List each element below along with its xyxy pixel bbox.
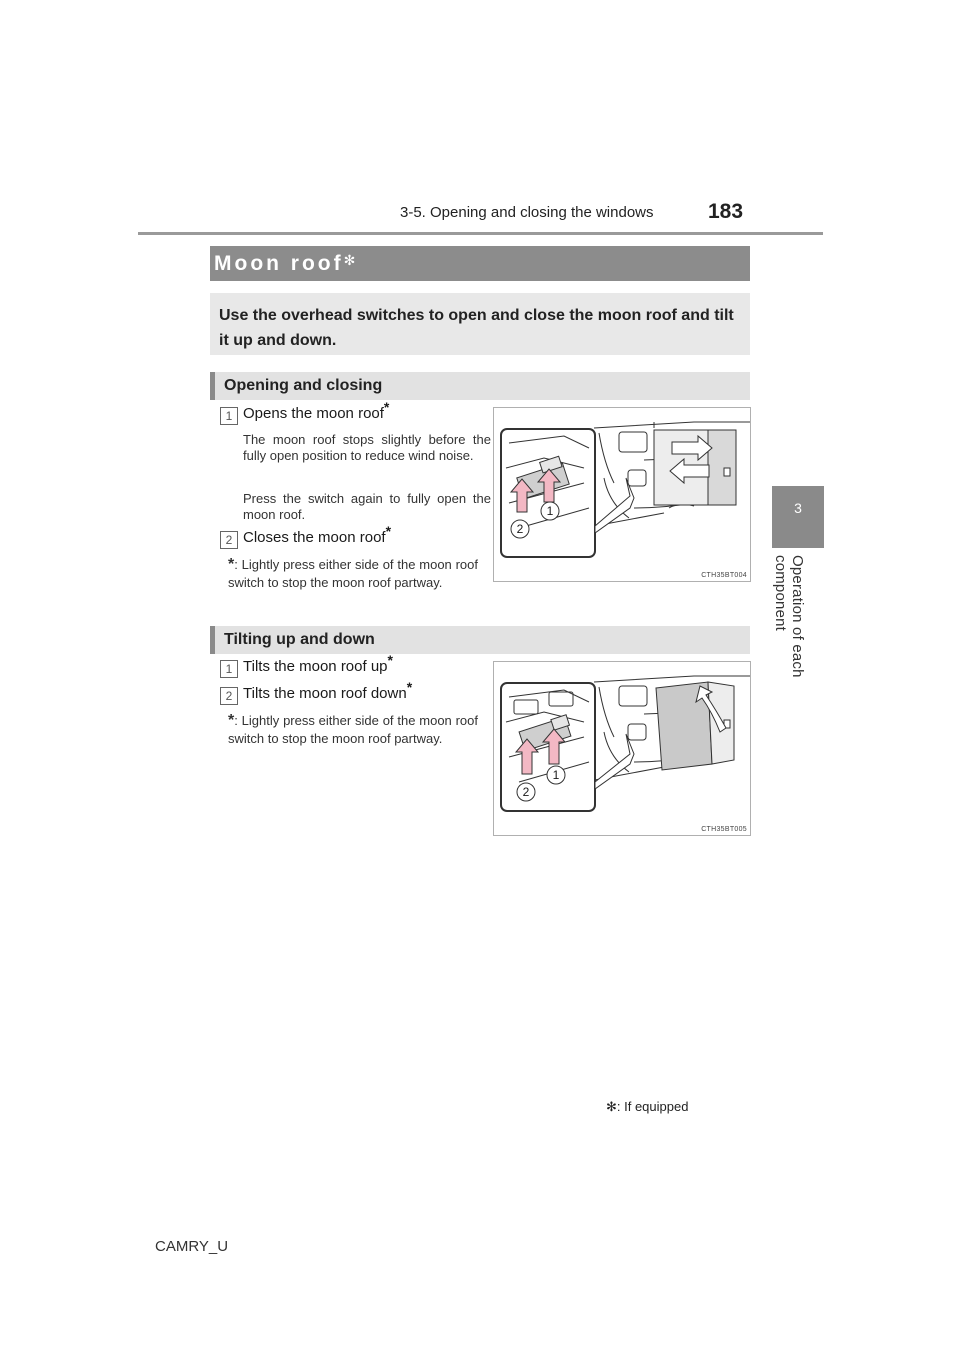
if-equipped-mark: ✻	[343, 252, 356, 268]
figure-callout-2: 2	[516, 522, 524, 536]
item-label: Closes the moon roof	[243, 529, 386, 546]
figure-callout-1: 1	[552, 768, 560, 782]
item-label: Tilts the moon roof down	[243, 685, 407, 702]
footnote-text: : Lightly press either side of the moon roof switch to stop the moon roof partway.	[228, 557, 478, 590]
figure-code: CTH35BT004	[701, 572, 747, 579]
page-title-text: Moon roof	[214, 252, 344, 275]
item-label: Tilts the moon roof up	[243, 658, 388, 675]
item-opens-moon-roof	[243, 399, 390, 422]
figure-tilting-drawing	[494, 662, 750, 835]
figure-opening-closing-drawing	[494, 408, 750, 581]
figure-opening-closing	[493, 407, 751, 582]
chapter-tab-label: Operation of each component	[772, 555, 806, 678]
item-number-badge: 2	[220, 531, 238, 549]
item-star: *	[383, 399, 390, 415]
figure-callout-1: 1	[546, 504, 554, 518]
item-number-badge: 1	[220, 660, 238, 678]
item-number-badge: 2	[220, 687, 238, 705]
footnote-star: *	[228, 556, 235, 573]
intro-text: Use the overhead switches to open and close the moon roof and tilt it up and down.	[219, 307, 734, 349]
item-number-badge: 1	[220, 407, 238, 425]
figure-tilting	[493, 661, 751, 836]
subheading-opening	[210, 372, 750, 400]
item-star: *	[387, 652, 393, 668]
item-tilts-down	[243, 679, 413, 702]
item-body-2: Press the switch again to fully open the moon roof.	[243, 491, 491, 522]
item-tilts-up	[243, 652, 393, 675]
footnote-partway	[228, 712, 478, 748]
page-title	[214, 252, 355, 276]
figure-callout-2: 2	[522, 785, 530, 799]
section-title: 3-5. Opening and closing the windows	[400, 204, 654, 221]
header-rule	[138, 232, 823, 235]
subheading-tilting-text: Tilting up and down	[224, 631, 375, 648]
subheading-tilting	[210, 626, 750, 654]
chapter-tab-number: 3	[772, 486, 824, 548]
item-star: *	[406, 679, 413, 695]
item-closes-moon-roof	[243, 523, 392, 546]
page-number: 183	[708, 200, 744, 223]
footnote-partway	[228, 556, 478, 592]
manual-code: CAMRY_U	[155, 1238, 229, 1255]
title-bar	[210, 246, 750, 281]
intro-box	[210, 293, 750, 355]
if-equipped-footnote: ✻: If equipped	[606, 1099, 689, 1114]
figure-code: CTH35BT005	[701, 826, 747, 833]
footnote-star: *	[228, 712, 235, 729]
footnote-text: : Lightly press either side of the moon roof switch to stop the moon roof partway.	[228, 713, 478, 746]
subheading-opening-text: Opening and closing	[224, 377, 383, 394]
item-label: Opens the moon roof	[243, 405, 384, 422]
item-body-1: The moon roof stops slightly before the fully open position to reduce wind noise.	[243, 432, 491, 463]
item-star: *	[385, 523, 392, 539]
